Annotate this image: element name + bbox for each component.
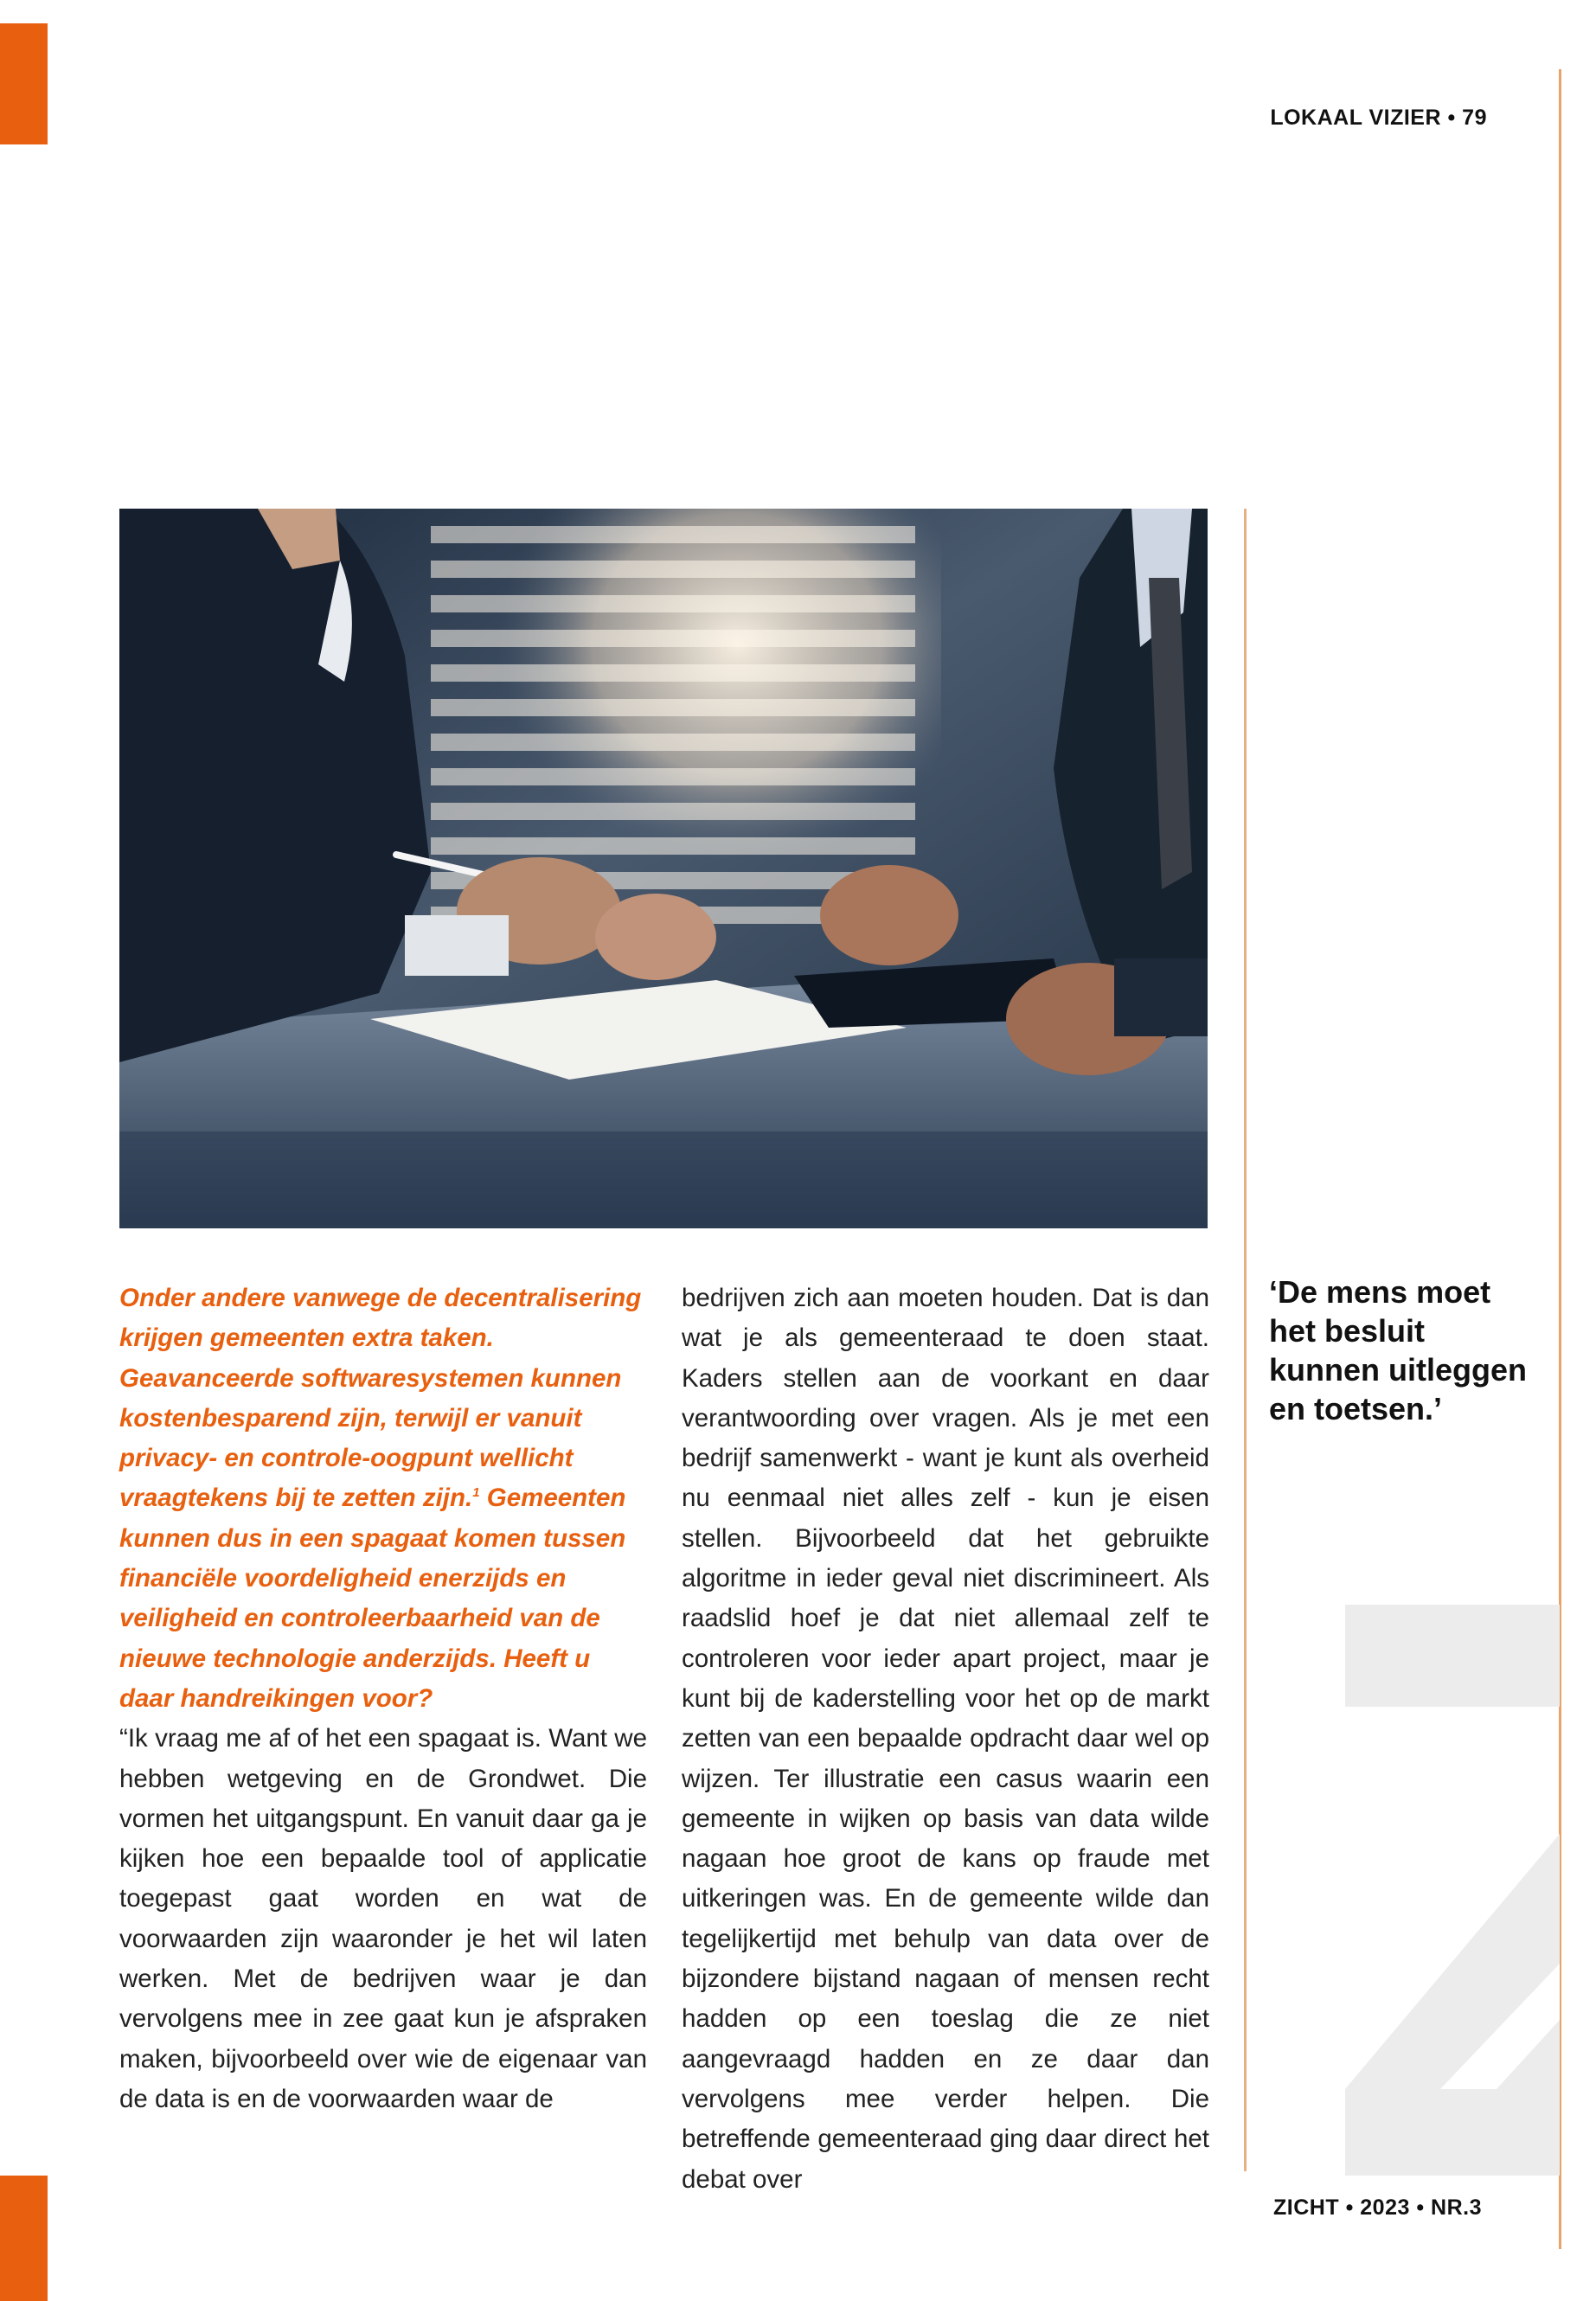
decorative-z-shape — [1345, 1605, 1560, 2176]
lede-part-2: Gemeenten kunnen dus in een spagaat komen tussen financiële voordeligheid enerzijds en veiligheid en controleerbaarheid van de nieuwe technologie anderzijds. Heeft u daar handreikingen voor? — [119, 1484, 626, 1713]
article-photo — [119, 509, 1208, 1228]
sidebar-divider-rule — [1244, 509, 1247, 2171]
footnote-marker: 1 — [472, 1485, 480, 1501]
orange-edge-tab-top — [0, 23, 48, 144]
column-middle — [682, 1279, 1209, 2200]
orange-edge-tab-bottom — [0, 2176, 48, 2301]
body-text-middle: bedrijven zich aan moeten houden. Dat is dan wat je als gemeenteraad te doen staat. Kaders stellen aan de voorkant en daar verantwoording over vragen. Als je met een bedrijf samenwerkt - want je kunt als overheid nu eenmaal niet alles zelf - kun je eisen stellen. Bijvoorbeeld dat het gebruikte algoritme in ieder geval niet discrimineert. Als raadslid hoef je dat niet allemaal zelf te controleren voor ieder apart project, maar je kunt bij de kaderstelling voor het op de markt zetten van een bepaalde opdracht daar wel op wijzen. Ter illustratie een casus waarin een gemeente in wijken op basis van data wilde nagaan hoe groot de kans op fraude met uitkeringen was. En de gemeente wilde dan tegelijkertijd met behulp van data over de bijzondere bijstand nagaan of mensen recht hadden op een toeslag die ze niet aangevraagd hadden en ze daar dan vervolgens mee verder helpen. Die betreffende gemeenteraad ging daar direct het debat over — [682, 1284, 1209, 2194]
column-left — [119, 1279, 647, 2119]
lede-part-1: Onder andere vanwege de decentralisering krijgen gemeenten extra taken. Geavanceerde softwaresystemen kunnen kostenbesparend zijn, terwijl er vanuit privacy- en controle-oogpunt wellicht vraagtekens bij te zetten zijn. — [119, 1284, 642, 1513]
body-text-left: “Ik vraag me af of het een spagaat is. Want we hebben wetgeving en de Grondwet. Die vormen het uitgangspunt. En vanuit daar ga je kijken hoe een bepaalde tool of applicatie toegepast gaat worden en wat de voorwaarden zijn waaronder je het wil laten werken. Met de bedrijven waar je dan vervolgens mee in zee gaat kun je afspraken maken, bijvoorbeeld over wie de eigenaar van de data is en de voorwaarden waar de — [119, 1724, 647, 2113]
running-footer: ZICHT • 2023 • NR.3 — [1273, 2195, 1482, 2220]
running-header: LOKAAL VIZIER • 79 — [1270, 106, 1487, 130]
pull-quote: ‘De mens moet het besluit kunnen uitleggen en toetsen.’ — [1269, 1274, 1528, 1426]
lede-question — [119, 1279, 647, 1719]
